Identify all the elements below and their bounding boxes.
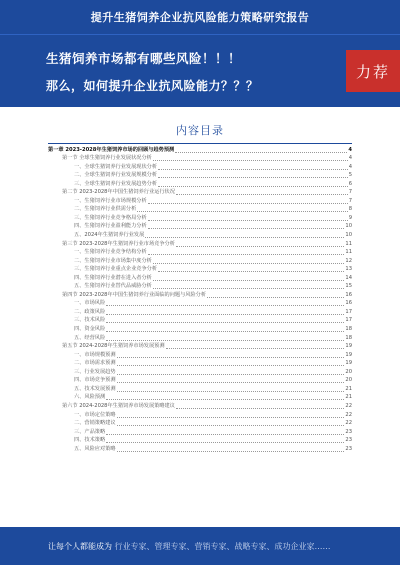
toc-leader-dots bbox=[137, 210, 347, 212]
toc-entry-page: 19 bbox=[345, 343, 352, 350]
toc-entry-label: 五、风险应对策略 bbox=[74, 445, 116, 452]
toc-entry[interactable] bbox=[48, 213, 352, 222]
toc-entry-page: 13 bbox=[345, 266, 352, 273]
toc-entry[interactable] bbox=[48, 239, 352, 248]
toc-entry[interactable] bbox=[48, 299, 352, 308]
toc-entry-label: 二、政策风险 bbox=[74, 308, 106, 315]
toc-entry-page: 6 bbox=[348, 180, 352, 187]
toc-entry-page: 11 bbox=[345, 240, 352, 247]
toc-leader-dots bbox=[106, 339, 344, 341]
toc-divider bbox=[48, 143, 352, 144]
toc-leader-dots bbox=[117, 450, 345, 452]
toc-entry[interactable] bbox=[48, 419, 352, 428]
toc-leader-dots bbox=[117, 424, 345, 426]
toc-entry[interactable] bbox=[48, 350, 352, 359]
toc-leader-dots bbox=[153, 262, 345, 264]
toc-entry-page: 11 bbox=[345, 249, 352, 256]
toc-entry[interactable] bbox=[48, 307, 352, 316]
toc-entry-page: 22 bbox=[345, 420, 352, 427]
toc-leader-dots bbox=[153, 279, 345, 281]
toc-leader-dots bbox=[175, 151, 347, 153]
toc-entry[interactable] bbox=[48, 367, 352, 376]
toc-entry-page: 15 bbox=[345, 283, 352, 290]
toc-entry[interactable] bbox=[48, 427, 352, 436]
toc-entry-label: 一、生猪饲养行业竞争结构分析 bbox=[74, 249, 147, 256]
toc-leader-dots bbox=[176, 245, 344, 247]
table-of-contents bbox=[48, 145, 352, 453]
toc-leader-dots bbox=[176, 407, 344, 409]
toc-entry-label: 第二节 2023-2028年中国生猪饲养行业运行状况 bbox=[62, 189, 175, 196]
toc-entry[interactable] bbox=[48, 222, 352, 231]
toc-entry-label: 第三节 2023-2028年生猪饲养行业市场竞争分析 bbox=[62, 240, 175, 247]
toc-entry-page: 20 bbox=[345, 368, 352, 375]
toc-entry-page: 10 bbox=[345, 223, 352, 230]
toc-entry-label: 第四节 2023-2028年中国生猪饲养行业面临的问题与风险分析 bbox=[62, 291, 207, 298]
toc-entry-page: 19 bbox=[345, 360, 352, 367]
toc-entry[interactable] bbox=[48, 179, 352, 188]
toc-leader-dots bbox=[153, 287, 345, 289]
toc-entry[interactable] bbox=[48, 384, 352, 393]
banner bbox=[0, 34, 400, 107]
top-bar bbox=[0, 0, 400, 34]
toc-entry[interactable] bbox=[48, 154, 352, 163]
toc-entry[interactable] bbox=[48, 393, 352, 402]
toc-leader-dots bbox=[153, 159, 348, 161]
toc-entry[interactable] bbox=[48, 265, 352, 274]
toc-entry[interactable] bbox=[48, 359, 352, 368]
toc-leader-dots bbox=[148, 253, 345, 255]
toc-entry-page: 22 bbox=[345, 411, 352, 418]
toc-entry-label: 六、风险预测 bbox=[74, 394, 106, 401]
toc-entry-label: 四、生猪饲养行业盈利能力分析 bbox=[74, 223, 147, 230]
toc-leader-dots bbox=[106, 441, 344, 443]
toc-leader-dots bbox=[148, 202, 348, 204]
toc-entry[interactable] bbox=[48, 316, 352, 325]
toc-entry-page: 7 bbox=[348, 189, 352, 196]
toc-entry-label: 第一章 2023-2028年生猪饲养市场的回顾与趋势预测 bbox=[48, 146, 175, 153]
toc-entry[interactable] bbox=[48, 444, 352, 453]
toc-entry-label: 二、市场需求预测 bbox=[74, 360, 116, 367]
toc-entry-label: 四、资金风险 bbox=[74, 326, 106, 333]
toc-entry[interactable] bbox=[48, 162, 352, 171]
toc-leader-dots bbox=[117, 416, 345, 418]
toc-leader-dots bbox=[158, 176, 348, 178]
footer-lead: 让每个人都能成为 bbox=[48, 542, 112, 551]
toc-leader-dots bbox=[117, 381, 345, 383]
toc-entry[interactable] bbox=[48, 248, 352, 257]
banner-question: 那么，如何提升企业抗风险能力？？？ bbox=[46, 79, 259, 93]
toc-entry-label: 四、生猪饲养行业潜在进入者分析 bbox=[74, 274, 152, 281]
toc-entry-label: 五、生猪饲养行业替代品威胁分析 bbox=[74, 283, 152, 290]
toc-entry[interactable] bbox=[48, 342, 352, 351]
toc-entry[interactable] bbox=[48, 145, 352, 154]
toc-entry-label: 二、全球生猪饲养行业发展规模分析 bbox=[74, 172, 158, 179]
toc-entry-page: 4 bbox=[348, 163, 352, 170]
toc-entry-page: 21 bbox=[345, 394, 352, 401]
toc-entry-label: 第五节 2024-2028年生猪饲养市场发展预测 bbox=[62, 343, 165, 350]
toc-entry-page: 17 bbox=[345, 317, 352, 324]
toc-entry-page: 10 bbox=[345, 232, 352, 239]
toc-entry-label: 四、市场竞争预测 bbox=[74, 377, 116, 384]
toc-entry-label: 五、技术发展预测 bbox=[74, 385, 116, 392]
toc-leader-dots bbox=[145, 236, 344, 238]
toc-entry[interactable] bbox=[48, 196, 352, 205]
toc-entry-page: 18 bbox=[345, 334, 352, 341]
toc-entry-page: 5 bbox=[348, 172, 352, 179]
toc-entry-page: 4 bbox=[348, 155, 352, 162]
toc-entry[interactable] bbox=[48, 436, 352, 445]
toc-entry-page: 19 bbox=[345, 351, 352, 358]
toc-leader-dots bbox=[117, 356, 345, 358]
toc-title: 内容目录 bbox=[176, 124, 224, 137]
toc-entry-page: 18 bbox=[345, 326, 352, 333]
toc-entry-label: 三、生猪饲养行业竞争格局分析 bbox=[74, 214, 147, 221]
toc-leader-dots bbox=[207, 296, 344, 298]
toc-leader-dots bbox=[158, 185, 348, 187]
toc-entry[interactable] bbox=[48, 188, 352, 197]
recommend-badge: 力荐 bbox=[346, 50, 400, 92]
toc-entry-page: 16 bbox=[345, 300, 352, 307]
toc-entry[interactable] bbox=[48, 324, 352, 333]
toc-entry-label: 第一节 全球生猪饲养行业发展状况分析 bbox=[62, 155, 152, 162]
toc-entry-page: 17 bbox=[345, 308, 352, 315]
toc-entry-label: 第六节 2024-2028年生猪饲养市场发展策略建议 bbox=[62, 402, 175, 409]
toc-entry-page: 7 bbox=[348, 197, 352, 204]
toc-leader-dots bbox=[106, 321, 344, 323]
footer-roles: 行业专家、管理专家、营销专家、战略专家、成功企业家…… bbox=[114, 542, 331, 551]
footer-text bbox=[48, 541, 331, 552]
toc-entry[interactable] bbox=[48, 273, 352, 282]
toc-entry-label: 五、经营风险 bbox=[74, 334, 106, 341]
toc-entry[interactable] bbox=[48, 171, 352, 180]
toc-entry-label: 二、营销策略建议 bbox=[74, 420, 116, 427]
toc-entry-page: 4 bbox=[348, 146, 352, 153]
toc-entry[interactable] bbox=[48, 205, 352, 214]
toc-leader-dots bbox=[158, 168, 348, 170]
toc-leader-dots bbox=[176, 193, 348, 195]
toc-leader-dots bbox=[117, 373, 345, 375]
toc-leader-dots bbox=[117, 390, 345, 392]
toc-entry[interactable] bbox=[48, 230, 352, 239]
toc-entry-page: 14 bbox=[345, 274, 352, 281]
footer-bar bbox=[0, 527, 400, 565]
toc-leader-dots bbox=[106, 398, 344, 400]
toc-entry-label: 三、产品策略 bbox=[74, 428, 106, 435]
toc-entry-page: 8 bbox=[348, 206, 352, 213]
toc-entry-label: 一、市场规模预测 bbox=[74, 351, 116, 358]
toc-entry-label: 一、全球生猪饲养行业发展现状分析 bbox=[74, 163, 158, 170]
report-title: 提升生猪饲养企业抗风险能力策略研究报告 bbox=[90, 11, 310, 24]
toc-entry-page: 23 bbox=[345, 428, 352, 435]
toc-entry[interactable] bbox=[48, 410, 352, 419]
toc-leader-dots bbox=[148, 227, 345, 229]
toc-entry-page: 12 bbox=[345, 257, 352, 264]
toc-entry-label: 三、技术风险 bbox=[74, 317, 106, 324]
toc-entry-label: 一、市场定位策略 bbox=[74, 411, 116, 418]
toc-entry[interactable] bbox=[48, 333, 352, 342]
toc-entry-page: 22 bbox=[345, 402, 352, 409]
toc-entry-label: 五、2024年生猪饲养行业发展 bbox=[74, 232, 145, 239]
toc-leader-dots bbox=[158, 270, 344, 272]
toc-leader-dots bbox=[106, 304, 344, 306]
toc-entry-page: 23 bbox=[345, 437, 352, 444]
toc-entry[interactable] bbox=[48, 282, 352, 291]
toc-entry-label: 三、行业发展趋势 bbox=[74, 368, 116, 375]
toc-entry-page: 9 bbox=[348, 214, 352, 221]
toc-entry-page: 16 bbox=[345, 291, 352, 298]
toc-entry-label: 二、生猪饲养行业供需分析 bbox=[74, 206, 137, 213]
banner-headline: 生猪饲养市场都有哪些风险！！！ bbox=[46, 51, 242, 66]
toc-entry[interactable] bbox=[48, 376, 352, 385]
toc-leader-dots bbox=[117, 364, 345, 366]
toc-entry-label: 四、技术策略 bbox=[74, 437, 106, 444]
toc-entry[interactable] bbox=[48, 401, 352, 410]
toc-entry[interactable] bbox=[48, 256, 352, 265]
toc-entry-page: 20 bbox=[345, 377, 352, 384]
toc-entry-label: 一、市场风险 bbox=[74, 300, 106, 307]
toc-leader-dots bbox=[106, 330, 344, 332]
toc-leader-dots bbox=[166, 347, 345, 349]
toc-leader-dots bbox=[106, 433, 344, 435]
toc-entry-label: 一、生猪饲养行业市场规模分析 bbox=[74, 197, 147, 204]
toc-entry[interactable] bbox=[48, 290, 352, 299]
toc-leader-dots bbox=[106, 313, 344, 315]
toc-entry-page: 21 bbox=[345, 385, 352, 392]
toc-entry-page: 23 bbox=[345, 445, 352, 452]
toc-entry-label: 三、全球生猪饲养行业发展趋势分析 bbox=[74, 180, 158, 187]
toc-entry-label: 二、生猪饲养行业市场集中度分析 bbox=[74, 257, 152, 264]
toc-leader-dots bbox=[148, 219, 348, 221]
toc-entry-label: 三、生猪饲养行业重点企业竞争分析 bbox=[74, 266, 158, 273]
